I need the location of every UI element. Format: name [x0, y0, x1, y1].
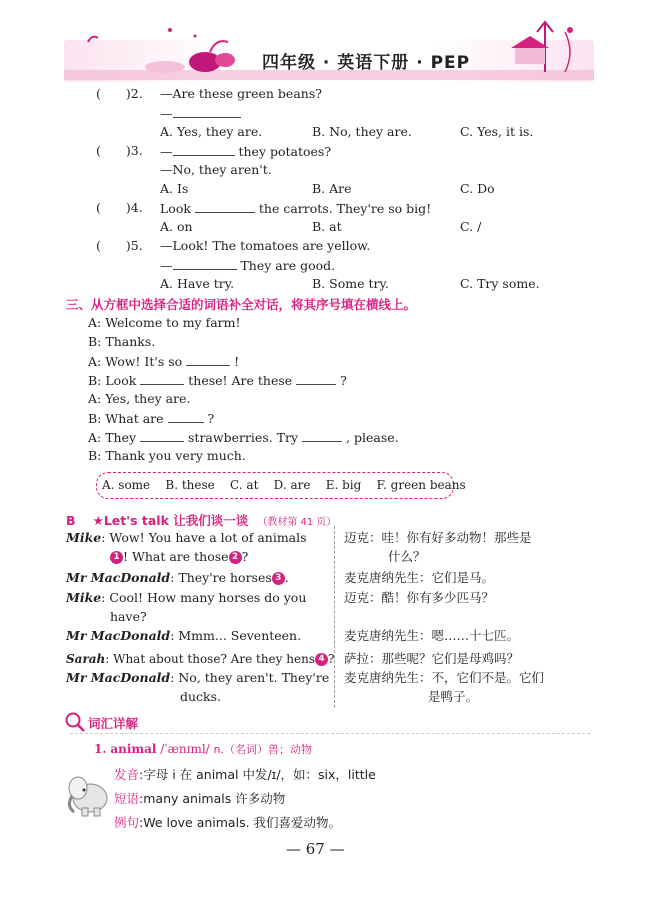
vocab-pronunciation: 发音:字母 i 在 animal 中发/ɪ/，如：six，little	[114, 767, 376, 782]
talk-line-cn: 是鸭子。	[428, 689, 479, 704]
q5-option-c: C. Try some.	[460, 276, 540, 291]
answer-blank[interactable]	[173, 143, 235, 156]
marker-2-icon: 2	[229, 551, 242, 564]
magnifier-icon	[64, 711, 86, 733]
q2-number: ( )2.	[96, 86, 143, 101]
q2-option-c: C. Yes, it is.	[460, 124, 534, 139]
q5-number: ( )5.	[96, 238, 143, 253]
q5-option-a: A. Have try.	[160, 276, 235, 291]
q3-option-c: C. Do	[460, 181, 495, 196]
marker-1-icon: 1	[110, 551, 123, 564]
talk-line-en: Mr MacDonald: They're horses 3 .	[66, 570, 289, 585]
answer-blank[interactable]	[302, 429, 342, 442]
q4-line1: Look the carrots. They're so big!	[160, 201, 432, 216]
header-right-house-icon	[495, 12, 595, 82]
q4-option-b: B. at	[312, 219, 342, 234]
talk-line-en: Mr MacDonald: No, they aren't. They're	[66, 670, 330, 685]
elephant-icon	[62, 766, 114, 818]
q3-line2: —No, they aren't.	[160, 162, 272, 177]
answer-blank[interactable]	[168, 410, 204, 423]
talk-line-cn: 麦克唐纳先生：嗯……十七匹。	[344, 628, 520, 643]
q4-option-a: A. on	[160, 219, 193, 234]
q3-number: ( )3.	[96, 143, 143, 158]
dialog-line: A: They strawberries. Try , please.	[88, 430, 399, 445]
talk-line-en: have?	[110, 609, 147, 624]
word-options: A. some B. these C. at D. are E. big F. green beans	[102, 478, 466, 492]
answer-blank[interactable]	[173, 257, 237, 270]
talk-line-cn: 麦克唐纳先生：它们是马。	[344, 570, 495, 585]
dialog-line: A: Welcome to my farm!	[88, 315, 241, 330]
dialog-line: B: Look these! Are these ?	[88, 373, 347, 388]
talk-line-en: 1 ! What are those 2 ?	[110, 549, 248, 565]
page-header-title: 四年级 · 英语下册 · PEP	[262, 53, 471, 73]
vocab-phrase: 短语:many animals 许多动物	[114, 791, 286, 806]
talk-line-en: Mike: Wow! You have a lot of animals	[66, 530, 307, 545]
q3-option-b: B. Are	[312, 181, 352, 196]
talk-line-en: Mr MacDonald: Mmm... Seventeen.	[66, 628, 302, 643]
answer-blank[interactable]	[173, 105, 241, 118]
dialog-line: A: Yes, they are.	[88, 391, 191, 406]
q5-line1: —Look! The tomatoes are yellow.	[160, 238, 371, 253]
answer-blank[interactable]	[140, 372, 184, 385]
dialog-line: B: What are ?	[88, 411, 215, 426]
vocab-heading: 词汇详解	[88, 716, 139, 731]
talk-line-cn: 迈克：哇！你有好多动物！那些是	[344, 530, 532, 545]
talk-line-en: ducks.	[180, 689, 222, 704]
column-divider	[334, 526, 335, 708]
vocab-word-line: 1. animal /ˈænɪml/ n.（名词）兽；动物	[94, 742, 312, 756]
talk-line-cn: 萨拉：那些呢？它们是母鸡吗？	[344, 651, 520, 666]
talk-line-cn: 迈克：酷！你有多少匹马？	[344, 590, 495, 605]
section-b-heading	[66, 510, 336, 529]
answer-blank[interactable]	[186, 353, 230, 366]
header-left-decoration-icon	[70, 22, 270, 82]
section-b-label: B	[66, 513, 76, 528]
q5-option-b: B. Some try.	[312, 276, 389, 291]
q2-line1: —Are these green beans?	[160, 86, 322, 101]
dialog-line: B: Thanks.	[88, 334, 156, 349]
vocab-divider	[70, 733, 590, 734]
marker-4-icon: 4	[315, 653, 328, 666]
answer-blank[interactable]	[140, 429, 184, 442]
section-b-title: ★Let's talk 让我们谈一谈	[92, 513, 249, 528]
marker-3-icon: 3	[272, 572, 285, 585]
q4-option-c: C. /	[460, 219, 482, 234]
q3-option-a: A. Is	[160, 181, 189, 196]
q5-line2: — They are good.	[160, 258, 336, 273]
page-number: — 67 —	[286, 840, 345, 858]
talk-line-en: Sarah: What about those? Are they hens 4 ?	[66, 652, 335, 666]
talk-line-en: Mike: Cool! How many horses do you	[66, 590, 307, 605]
dialog-line: B: Thank you very much.	[88, 448, 246, 463]
section3-title: 三、从方框中选择合适的词语补全对话，将其序号填在横线上。	[66, 297, 417, 312]
section-b-ref: （教材第 41 页）	[257, 517, 337, 528]
q2-option-a: A. Yes, they are.	[160, 124, 263, 139]
q2-line2: —	[160, 105, 241, 122]
q2-option-b: B. No, they are.	[312, 124, 412, 139]
answer-blank[interactable]	[195, 200, 255, 213]
dialog-line: A: Wow! It's so !	[88, 354, 240, 369]
q4-number: ( )4.	[96, 200, 143, 215]
talk-line-cn: 什么？	[388, 549, 426, 564]
q3-line1: — they potatoes?	[160, 144, 332, 159]
talk-line-cn: 麦克唐纳先生：不，它们不是。它们	[344, 670, 545, 685]
vocab-example: 例句:We love animals. 我们喜爱动物。	[114, 815, 342, 830]
answer-blank[interactable]	[296, 372, 336, 385]
